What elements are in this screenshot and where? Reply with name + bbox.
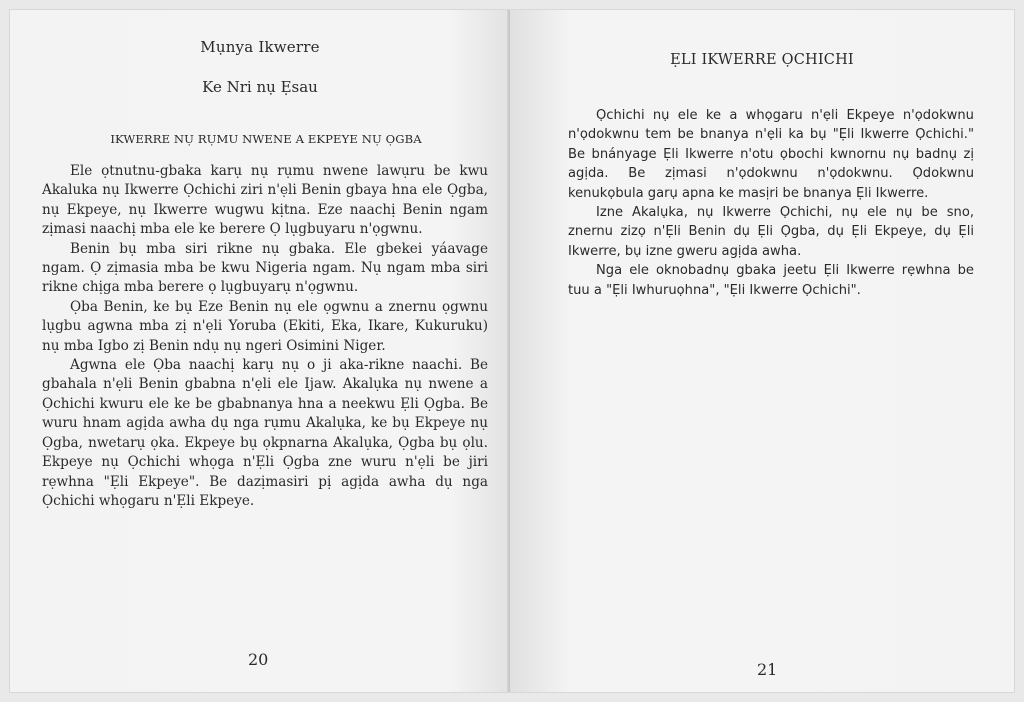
left-page bbox=[10, 10, 510, 692]
paragraph: Nga ele oknobadnụ gbaka jeetu Ẹli Ikwerre rẹwhna be tuu a "Ẹli Iwhuruọhna", "Ẹli Ikwerre Ọchichi". bbox=[568, 263, 974, 298]
paragraph: Ọchichi nụ ele ke a whọgaru n'ẹli Ekpeye n'ọdokwnu n'ọdokwnu tem be bnanya n'ẹli ka bụ "Ẹli Ikwerre Ọchichi." Be bnányage Ẹli Ikwerre n'otu ọbochi kwnornu nụ badnụ zị agịda. Be zịmasi n'ọdokwnu n'ọdokwnu. Ọdokwnu kenukọbula garụ apna ke masịri be bnanya Ẹli Ikwerre. bbox=[568, 108, 974, 201]
page-number: 21 bbox=[757, 660, 778, 679]
paragraph: Izne Akalụka, nụ Ikwerre Ọchichi, nụ ele nụ be sno, znernu zizọ n'Ẹli Benin dụ Ẹli Ọgba, dụ Ẹli Ekpeye, dụ Ẹli Ikwerre, bụ izne gweru agịda awha. bbox=[568, 205, 974, 259]
right-page bbox=[510, 10, 1014, 692]
page-title: Mụnya Ikwerre bbox=[200, 38, 320, 56]
paragraph: Benin bụ mba siri rikne nụ gbaka. Ele gbekei yáavage ngam. Ọ zịmasia mba be kwu Nigeria ngam. Nụ ngam mba siri rikne chịga mba berere ọ lụgbuyarụ n'ọgwnu. bbox=[42, 240, 488, 296]
paragraph: Agwna ele Ọba naachị karụ nụ o ji aka-rikne naachi. Be gbahala n'ẹli Benin gbabna n'ẹli ele Ijaw. Akalụka nụ nwene a Ọchichi kwuru ele ke be gbabnanya hna a neekwu Ẹli Ọgba. Be wuru hnam agịda awha dụ nga rụmu Akalụka, ke bụ Ekpeye nụ Ọgba, nwetarụ ọka. Ekpeye bụ ọkpnarna Akalụka, Ọgba bụ ọlu. Ekpeye nụ Ọchichi whọga n'Ẹli Ọgba zne wuru n'ẹli be jiri rẹwhna "Ẹli Ekpeye". Be dazịmasiri pị agịda awha dụ nga Ọchichi whọgaru n'Ẹli Ekpeye. bbox=[42, 357, 488, 509]
paragraph: Ele ọtnutnu-gbaka karụ nụ rụmu nwene lawụru be kwu Akaluka nụ Ikwerre Ọchichi ziri n'ẹli Benin gbaya hna ele Ọgba, nụ Ekpeye, nụ Ikwerre wugwu kịtna. Eze naachị Benin ngam zịmasi naachị mba ele ke berere Ọ lụgbuyaru n'ọgwnu. bbox=[42, 163, 488, 238]
left-body-text bbox=[42, 162, 488, 511]
page-subtitle: Ke Nri nụ Ẹsau bbox=[202, 78, 318, 96]
section-heading: IKWERRE NỤ RỤMU NWENE A EKPEYE NỤ ỌGBA bbox=[110, 132, 422, 146]
page-number: 20 bbox=[248, 650, 269, 669]
right-body-text bbox=[568, 106, 974, 300]
book-spread bbox=[10, 10, 1014, 692]
paragraph: Ọba Benin, ke bụ Eze Benin nụ ele ọgwnu a znernu ọgwnu lụgbu agwna mba zị n'ẹli Yoruba (Ekiti, Eka, Ikare, Kukuruku) nụ mba Igbo zị Benin ndụ nụ ngeri Osimini Niger. bbox=[42, 298, 488, 354]
page-title: ẸLI IKWERRE ỌCHICHI bbox=[670, 52, 854, 68]
